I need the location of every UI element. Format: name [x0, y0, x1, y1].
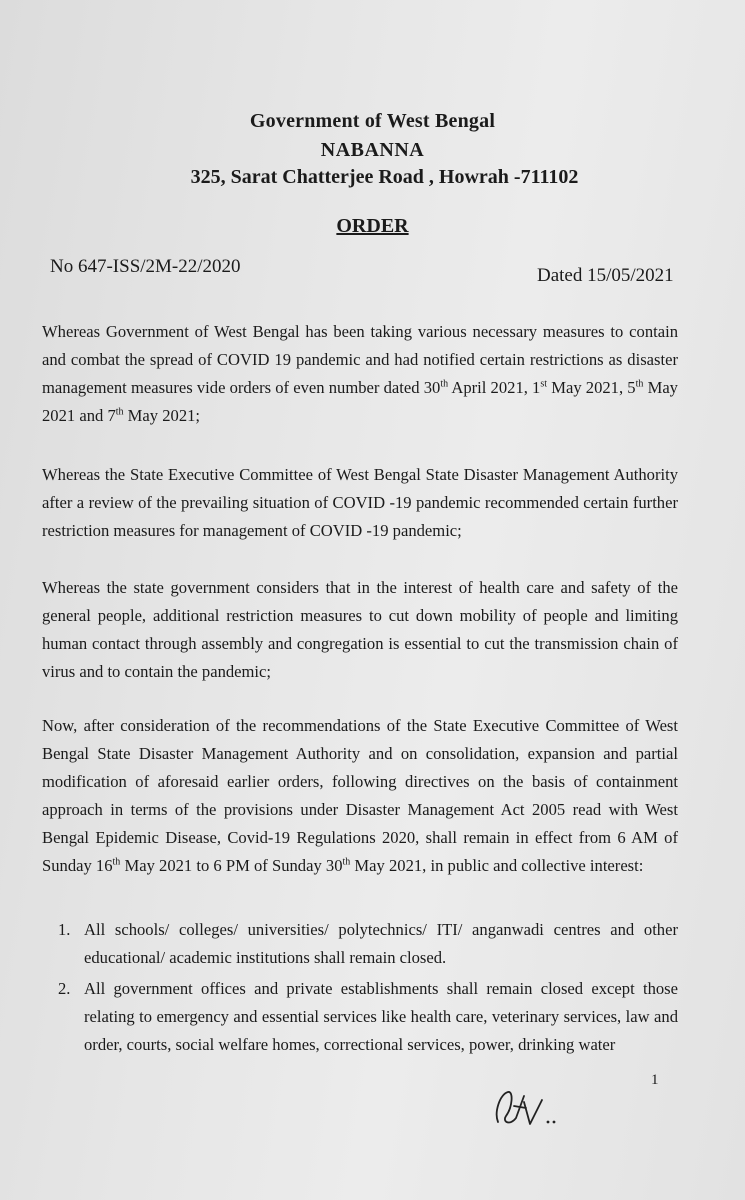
list-item — [58, 975, 678, 1059]
list-item-text: All government offices and private establishments shall remain closed except those relating to emergency and essential services like health care, veterinary services, law and order, courts, social welfare homes, correctional services, power, drinking water — [84, 979, 678, 1054]
list-item-number: 2. — [58, 979, 71, 998]
header-address: 325, Sarat Chatterjee Road , Howrah -711102 — [190, 166, 579, 188]
page-number: 1 — [651, 1072, 659, 1088]
directive-list-item-2 — [58, 975, 678, 1059]
order-date: Dated 15/05/2021 — [537, 265, 674, 286]
paragraph-whereas-2: Whereas the State Executive Committee of West Bengal State Disaster Management Authority after a review of the prevailing situation of COVID -19 pandemic recommended certain further restriction measures for management of COVID -19 pandemic; — [42, 465, 678, 540]
paragraph-whereas-1: Whereas Government of West Bengal has been taking various necessary measures to contain and combat the spread of COVID 19 pandemic and had notified certain restrictions as disaster management measures vide orders of even number dated 30th April 2021, 1st May 2021, 5th May 2021 and 7th May 2021; — [42, 322, 678, 425]
order-number: No 647-ISS/2M-22/2020 — [50, 256, 241, 277]
header-nabanna: NABANNA — [320, 139, 425, 161]
paragraph-now: Now, after consideration of the recommendations of the State Executive Committee of West Bengal State Disaster Management Authority and on consolidation, expansion and partial modification of aforesaid earlier orders, following directives on the basis of containment approach in terms of the provisions under Disaster Management Act 2005 read with West Bengal Epidemic Disease, Covid-19 Regulations 2020, shall remain in effect from 6 AM of Sunday 16th May 2021 to 6 PM of Sunday 30th May 2021, in public and collective interest: — [42, 716, 678, 875]
order-title: ORDER — [336, 215, 409, 237]
list-item-number: 1. — [58, 920, 71, 939]
signature-mark — [490, 1082, 570, 1132]
directive-list-item-1 — [58, 916, 678, 972]
list-item — [58, 916, 678, 972]
paragraph-whereas-3: Whereas the state government considers that in the interest of health care and safety of the general people, additional restriction measures to cut down mobility of people and limiting human contact through assembly and congregation is essential to cut the transmission chain of virus and to contain the pandemic; — [42, 578, 678, 681]
list-item-text: All schools/ colleges/ universities/ polytechnics/ ITI/ anganwadi centres and other educational/ academic institutions shall remain closed. — [84, 920, 678, 967]
header-government: Government of West Bengal — [249, 110, 496, 132]
